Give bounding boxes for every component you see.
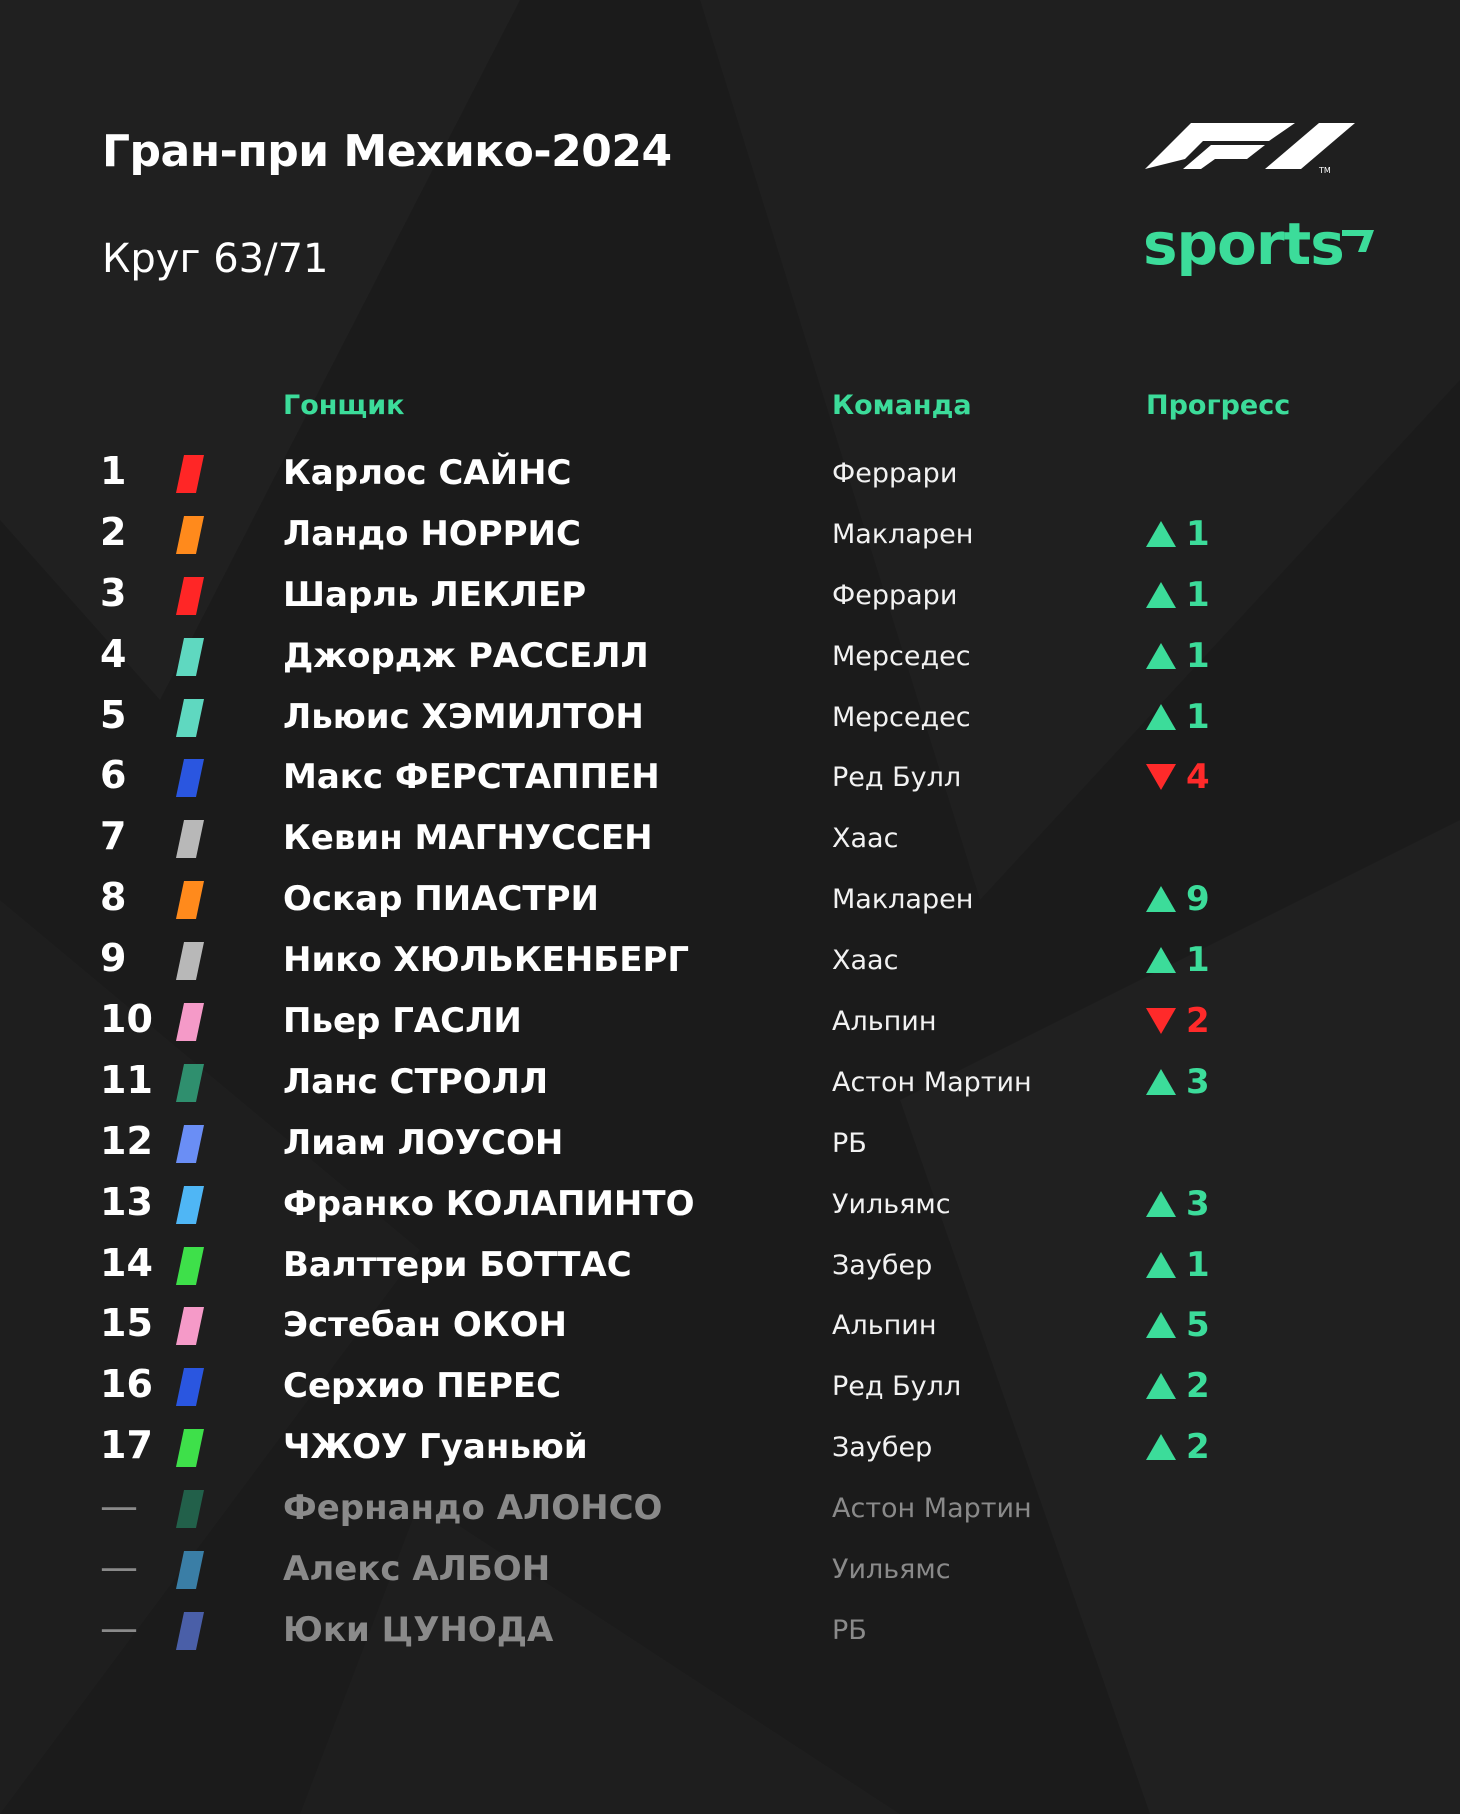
position-number: 11 (100, 1057, 153, 1102)
position-change: 9 (1186, 879, 1210, 920)
team-name: Ред Булл (832, 1371, 962, 1403)
position-change: 4 (1186, 757, 1210, 798)
position-number: 9 (100, 936, 127, 981)
team-name: Мерседес (832, 701, 971, 733)
team-color-icon (176, 1247, 204, 1285)
team-color-icon (176, 1125, 204, 1163)
arrow-up-icon (1146, 643, 1176, 669)
standings-row (0, 441, 1460, 502)
arrow-up-icon (1146, 1434, 1176, 1460)
progress-indicator (1146, 1245, 1210, 1285)
position-number: 14 (100, 1240, 153, 1285)
position-change: 2 (1186, 1366, 1210, 1407)
standings-row (0, 1293, 1460, 1354)
arrow-down-icon (1146, 1008, 1176, 1034)
standings-row (0, 1172, 1460, 1233)
position-number: 8 (100, 875, 127, 920)
team-name: РБ (832, 1127, 867, 1159)
position-number: 13 (100, 1179, 153, 1224)
position-change: 3 (1186, 1183, 1210, 1224)
team-color-icon (176, 1186, 204, 1224)
driver-name: Нико ХЮЛЬКЕНБЕРГ (283, 940, 690, 981)
driver-name: Алекс АЛБОН (283, 1549, 551, 1590)
arrow-up-icon (1146, 582, 1176, 608)
driver-name: Валттери БОТТАС (283, 1244, 632, 1285)
team-color-icon (176, 1429, 204, 1467)
team-color-icon (176, 1490, 204, 1528)
team-color-icon (176, 1307, 204, 1345)
position-number: 1 (100, 449, 127, 493)
standings-row (0, 1476, 1460, 1537)
progress-indicator (1146, 636, 1210, 676)
team-name: Уильямс (832, 1554, 951, 1586)
arrow-up-icon (1146, 886, 1176, 912)
progress-indicator (1146, 940, 1210, 980)
svg-text:TM: TM (1319, 166, 1331, 175)
position-number: 5 (100, 692, 127, 737)
team-color-icon (176, 455, 204, 493)
progress-indicator (1146, 879, 1210, 919)
position-change: 2 (1186, 1427, 1210, 1468)
standings-row (0, 867, 1460, 928)
standings-row (0, 1233, 1460, 1294)
position-change: 1 (1186, 696, 1210, 737)
driver-name: Пьер ГАСЛИ (283, 1001, 522, 1042)
arrow-up-icon (1146, 1069, 1176, 1095)
arrow-up-icon (1146, 704, 1176, 730)
lap-counter: Круг 63/71 (102, 236, 329, 282)
team-name: Уильямс (832, 1188, 951, 1220)
team-color-icon (176, 516, 204, 554)
position-change: 2 (1186, 1001, 1210, 1042)
arrow-up-icon (1146, 947, 1176, 973)
sports-logo: sports (1143, 210, 1344, 278)
driver-name: Ланс СТРОЛЛ (283, 1061, 549, 1102)
progress-indicator (1146, 514, 1210, 554)
standings-row (0, 745, 1460, 806)
position-change: 1 (1186, 940, 1210, 981)
progress-indicator (1146, 1427, 1210, 1467)
team-name: Альпин (832, 1310, 937, 1342)
team-name: Макларен (832, 518, 974, 550)
driver-name: Макс ФЕРСТАППЕН (283, 757, 660, 798)
team-color-icon (176, 1551, 204, 1589)
progress-indicator (1146, 1366, 1210, 1406)
team-name: Заубер (832, 1432, 933, 1464)
team-name: Ред Булл (832, 762, 962, 794)
team-color-icon (176, 1612, 204, 1650)
standings-row (0, 502, 1460, 563)
standings-row (0, 928, 1460, 989)
position-number: 2 (100, 509, 127, 554)
team-color-icon (176, 942, 204, 980)
position-number: 4 (100, 631, 127, 676)
team-name: Астон Мартин (832, 1066, 1032, 1098)
team-name: Хаас (832, 823, 899, 855)
driver-name: Ландо НОРРИС (283, 513, 581, 554)
position-number: 6 (100, 753, 127, 798)
position-change: 1 (1186, 513, 1210, 554)
driver-name: Франко КОЛАПИНТО (283, 1183, 695, 1224)
progress-indicator (1146, 757, 1210, 797)
driver-name: Серхио ПЕРЕС (283, 1366, 562, 1407)
position-number: 12 (100, 1118, 153, 1163)
driver-name: ЧЖОУ Гуаньюй (283, 1427, 588, 1468)
team-color-icon (176, 820, 204, 858)
position-number: — (100, 1605, 138, 1650)
standings-row (0, 1111, 1460, 1172)
progress-indicator (1146, 1001, 1210, 1041)
team-name: Хаас (832, 945, 899, 977)
standings-row (0, 1050, 1460, 1111)
position-change: 3 (1186, 1061, 1210, 1102)
position-number: — (100, 1545, 138, 1590)
standings-row (0, 1537, 1460, 1598)
position-change: 1 (1186, 635, 1210, 676)
progress-indicator (1146, 1184, 1210, 1224)
team-color-icon (176, 759, 204, 797)
team-name: РБ (832, 1614, 867, 1646)
column-header-driver: Гонщик (283, 390, 405, 421)
driver-name: Лиам ЛОУСОН (283, 1122, 564, 1163)
arrow-up-icon (1146, 1191, 1176, 1217)
driver-name: Джордж РАССЕЛЛ (283, 635, 649, 676)
team-color-icon (176, 1003, 204, 1041)
standings-row (0, 624, 1460, 685)
standings-row (0, 685, 1460, 746)
team-color-icon (176, 699, 204, 737)
progress-indicator (1146, 575, 1210, 615)
position-number: 10 (100, 997, 153, 1042)
position-number: — (100, 1484, 138, 1529)
team-name: Заубер (832, 1249, 933, 1281)
driver-name: Шарль ЛЕКЛЕР (283, 574, 587, 615)
arrow-up-icon (1146, 1312, 1176, 1338)
driver-name: Карлос САЙНС (283, 453, 572, 493)
position-number: 16 (100, 1362, 153, 1407)
team-name: Астон Мартин (832, 1493, 1032, 1525)
team-color-icon (176, 1064, 204, 1102)
sports-mark-icon (1340, 228, 1376, 254)
position-number: 7 (100, 814, 127, 859)
team-name: Альпин (832, 1006, 937, 1038)
standings-row (0, 1354, 1460, 1415)
position-change: 5 (1186, 1305, 1210, 1346)
f1-logo-icon (1145, 115, 1355, 175)
standings-list (0, 441, 1460, 1659)
arrow-up-icon (1146, 521, 1176, 547)
team-color-icon (176, 1368, 204, 1406)
position-change: 1 (1186, 1244, 1210, 1285)
team-name: Макларен (832, 884, 974, 916)
driver-name: Оскар ПИАСТРИ (283, 879, 599, 920)
driver-name: Кевин МАГНУССЕН (283, 818, 653, 859)
position-number: 17 (100, 1423, 153, 1468)
standings-row (0, 1415, 1460, 1476)
driver-name: Фернандо АЛОНСО (283, 1488, 663, 1529)
arrow-up-icon (1146, 1252, 1176, 1278)
team-name: Феррари (832, 458, 958, 489)
driver-name: Эстебан ОКОН (283, 1305, 567, 1346)
progress-indicator (1146, 697, 1210, 737)
arrow-down-icon (1146, 764, 1176, 790)
position-change: 1 (1186, 574, 1210, 615)
team-color-icon (176, 577, 204, 615)
progress-indicator (1146, 1062, 1210, 1102)
column-header-progress: Прогресс (1146, 390, 1291, 421)
position-number: 15 (100, 1301, 153, 1346)
team-name: Мерседес (832, 640, 971, 672)
arrow-up-icon (1146, 1373, 1176, 1399)
driver-name: Юки ЦУНОДА (283, 1609, 554, 1650)
team-name: Феррари (832, 579, 958, 611)
position-number: 3 (100, 570, 127, 615)
page-title: Гран-при Мехико-2024 (102, 126, 672, 177)
team-color-icon (176, 638, 204, 676)
driver-name: Льюис ХЭМИЛТОН (283, 696, 644, 737)
standings-row (0, 989, 1460, 1050)
standings-row (0, 563, 1460, 624)
progress-indicator (1146, 1305, 1210, 1345)
standings-row (0, 1598, 1460, 1659)
team-color-icon (176, 881, 204, 919)
column-header-team: Команда (832, 390, 972, 421)
standings-row (0, 806, 1460, 867)
